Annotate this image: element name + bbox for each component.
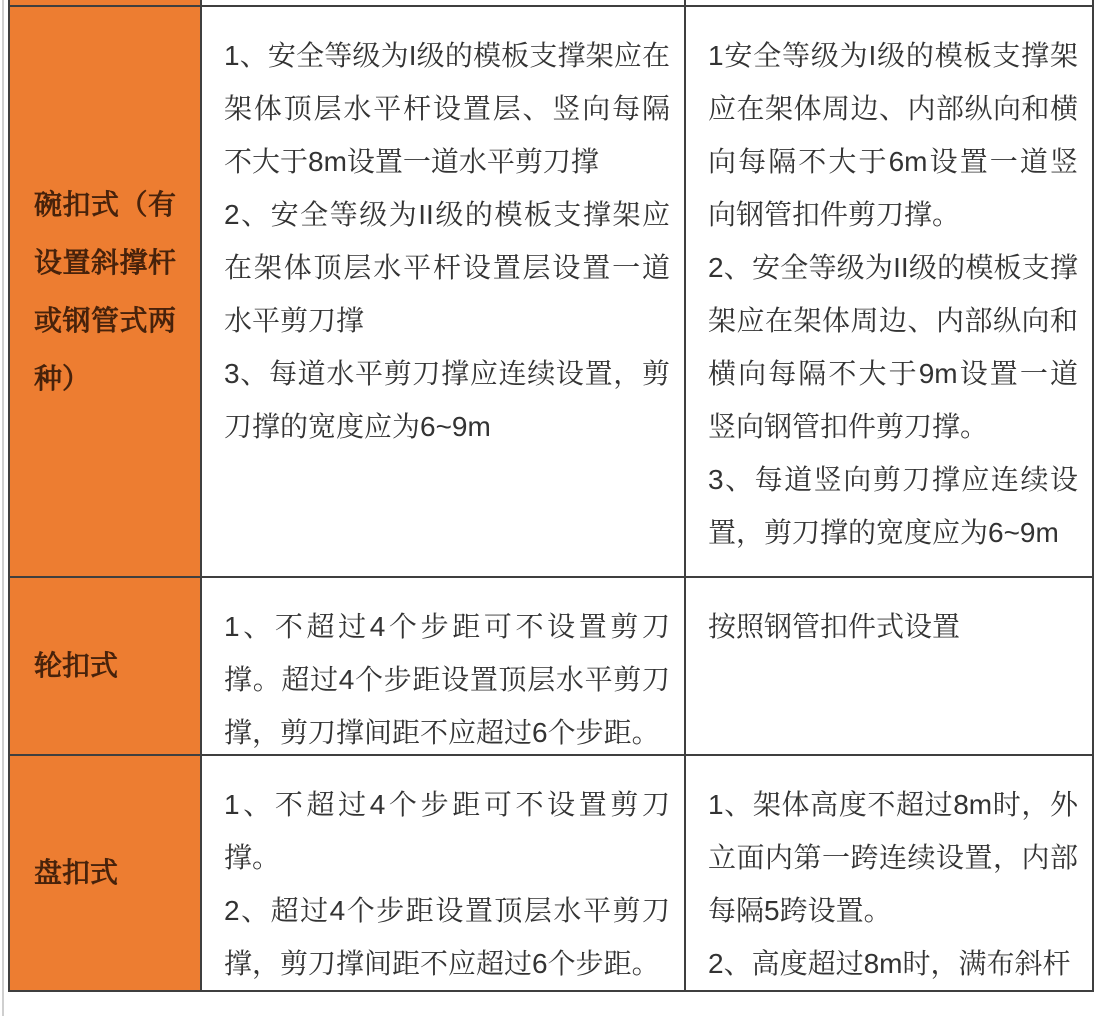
spec-paragraph: 按照钢管扣件式设置 [708,611,961,642]
spec-paragraph: 1、架体高度不超过8m时，外立面内第一跨连续设置，内部每隔5跨设置。 [708,789,1078,926]
spec-paragraph: 2、安全等级为II级的模板支撑架应在架体顶层水平杆设置层设置一道水平剪刀撑 [224,199,670,336]
spec-paragraph: 1、不超过4个步距可不设置剪刀撑。 [224,789,670,873]
row-header-label: 轮扣式 [34,650,119,681]
row-header-wankoushi [10,7,202,578]
row-header-lunkoushi [10,578,202,756]
spec-paragraph: 1、不超过4个步距可不设置剪刀撑。超过4个步距设置顶层水平剪刀撑，剪刀撑间距不应超过6个步距。 [224,611,670,748]
spec-cell-lunkoushi-right [686,578,1092,756]
row-header-pankoushi [10,756,202,992]
spec-paragraph: 2、安全等级为II级的模板支撑架应在架体周边、内部纵向和横向每隔不大于9m设置一道竖向钢管扣件剪刀撑。 [708,252,1078,442]
spec-cell-lunkoushi-middle [202,578,686,756]
spec-paragraph: 2、超过4个步距设置顶层水平剪刀撑，剪刀撑间距不应超过6个步距。 [224,895,670,979]
scaffold-spec-table [8,0,1094,992]
row-header-label: 盘扣式 [34,857,119,888]
row-header-label: 碗扣式（有设置斜撑杆或钢管式两种） [34,188,176,394]
page-edge-line [2,0,4,1016]
spec-cell-wankoushi-right [686,7,1092,578]
spec-cell-pankoushi-right [686,756,1092,992]
spec-paragraph: 3、每道竖向剪刀撑应连续设置，剪刀撑的宽度应为6~9m [708,464,1078,548]
spec-paragraph: 1安全等级为I级的模板支撑架应在架体周边、内部纵向和横向每隔不大于6m设置一道竖向钢管扣件剪刀撑。 [708,40,1078,230]
previous-row-sliver-header [10,0,202,7]
previous-row-sliver-middle [202,0,686,7]
spec-cell-wankoushi-middle [202,7,686,578]
spec-paragraph: 3、每道水平剪刀撑应连续设置，剪刀撑的宽度应为6~9m [224,358,670,442]
spec-cell-pankoushi-middle [202,756,686,992]
previous-row-sliver-right [686,0,1092,7]
spec-paragraph: 1、安全等级为I级的模板支撑架应在架体顶层水平杆设置层、竖向每隔不大于8m设置一道水平剪刀撑 [224,40,670,177]
spec-paragraph: 2、高度超过8m时，满布斜杆 [708,948,1071,979]
